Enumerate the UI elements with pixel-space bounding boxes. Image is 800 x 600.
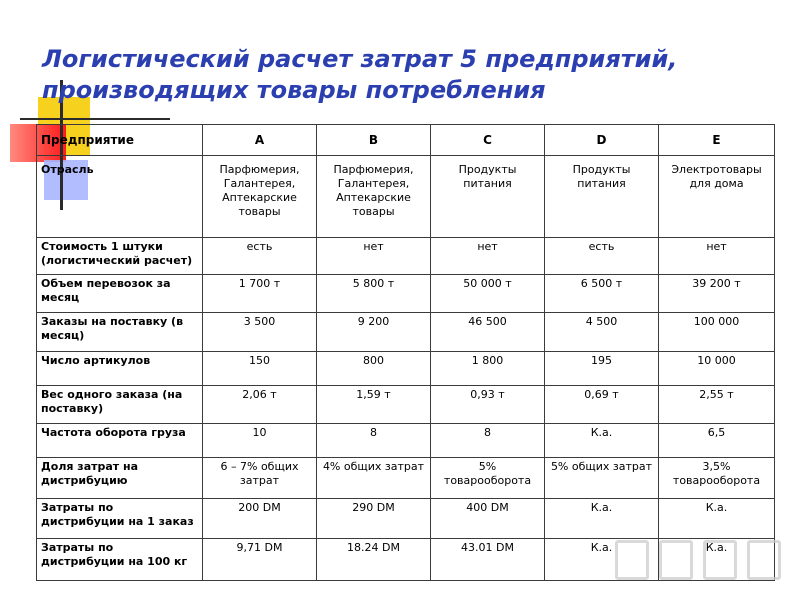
table-cell: 43.01 DM — [431, 539, 545, 581]
table-cell: К.а. — [659, 539, 775, 581]
table-cell: Парфюмерия, Галантерея, Аптекарские товары — [203, 156, 317, 238]
table-cell: 0,93 т — [431, 386, 545, 424]
table-row — [37, 458, 775, 499]
table-cell: нет — [431, 238, 545, 275]
table-cell: 200 DM — [203, 499, 317, 539]
header-cell-d: D — [545, 125, 659, 156]
table-row — [37, 424, 775, 458]
table-cell: 2,06 т — [203, 386, 317, 424]
watermark-glyph — [747, 540, 781, 580]
watermark-glyph — [659, 540, 693, 580]
table-cell: Продукты питания — [545, 156, 659, 238]
table-cell: 8 — [317, 424, 431, 458]
table-cell: есть — [545, 238, 659, 275]
row-label: Стоимость 1 штуки (логистический расчет) — [37, 238, 203, 275]
table-cell: 46 500 — [431, 313, 545, 352]
watermark-glyph — [703, 540, 737, 580]
row-label: Затраты по дистрибуции на 1 заказ — [37, 499, 203, 539]
table-cell: 6 500 т — [545, 275, 659, 313]
header-cell-b: B — [317, 125, 431, 156]
table-cell: 5% общих затрат — [545, 458, 659, 499]
table-cell: нет — [317, 238, 431, 275]
table-row — [37, 156, 775, 238]
table-cell: 6,5 — [659, 424, 775, 458]
table-cell: К.а. — [545, 539, 659, 581]
table-cell: 195 — [545, 352, 659, 386]
table-cell: 4 500 — [545, 313, 659, 352]
header-cell-c: C — [431, 125, 545, 156]
table-header-row — [37, 125, 775, 156]
table-cell: Продукты питания — [431, 156, 545, 238]
table-cell: 0,69 т — [545, 386, 659, 424]
table-cell: 9,71 DM — [203, 539, 317, 581]
table-cell: 18.24 DM — [317, 539, 431, 581]
row-label: Число артикулов — [37, 352, 203, 386]
table-cell: есть — [203, 238, 317, 275]
table-cell: 8 — [431, 424, 545, 458]
row-label: Отрасль — [37, 156, 203, 238]
table-cell: 10 000 — [659, 352, 775, 386]
table-cell: К.а. — [545, 499, 659, 539]
table-cell: Парфюмерия, Галантерея, Аптекарские товары — [317, 156, 431, 238]
table-cell: 5% товарооборота — [431, 458, 545, 499]
table-cell: 4% общих затрат — [317, 458, 431, 499]
table-row — [37, 238, 775, 275]
watermark-glyph — [615, 540, 649, 580]
row-label: Частота оборота груза — [37, 424, 203, 458]
table-row — [37, 313, 775, 352]
table-cell: 50 000 т — [431, 275, 545, 313]
table-cell: 100 000 — [659, 313, 775, 352]
page-title: Логистический расчет затрат 5 предприятий, производящих товары потребления — [42, 45, 678, 104]
table-cell: нет — [659, 238, 775, 275]
table-cell: 39 200 т — [659, 275, 775, 313]
row-label: Доля затрат на дистрибуцию — [37, 458, 203, 499]
logistics-table — [36, 124, 775, 581]
table-cell: 290 DM — [317, 499, 431, 539]
table-cell: К.а. — [659, 499, 775, 539]
row-label: Объем перевозок за месяц — [37, 275, 203, 313]
table-cell: 150 — [203, 352, 317, 386]
table-row — [37, 275, 775, 313]
table-cell: 9 200 — [317, 313, 431, 352]
row-label: Заказы на поставку (в месяц) — [37, 313, 203, 352]
table-cell: К.а. — [545, 424, 659, 458]
table-cell: 3 500 — [203, 313, 317, 352]
table-cell: 800 — [317, 352, 431, 386]
watermark-logo — [615, 540, 781, 580]
row-label: Затраты по дистрибуции на 100 кг — [37, 539, 203, 581]
table-cell: 5 800 т — [317, 275, 431, 313]
table-cell: 400 DM — [431, 499, 545, 539]
decor-horizontal-line — [20, 118, 170, 120]
table-row — [37, 386, 775, 424]
header-cell-enterprise: Предприятие — [37, 125, 203, 156]
table-cell: 6 – 7% общих затрат — [203, 458, 317, 499]
table-row — [37, 499, 775, 539]
table-row — [37, 352, 775, 386]
table-cell: 1 700 т — [203, 275, 317, 313]
header-cell-a: A — [203, 125, 317, 156]
table-cell: 1,59 т — [317, 386, 431, 424]
table-cell: Электротовары для дома — [659, 156, 775, 238]
table-cell: 2,55 т — [659, 386, 775, 424]
header-cell-e: E — [659, 125, 775, 156]
table-cell: 10 — [203, 424, 317, 458]
table-cell: 1 800 — [431, 352, 545, 386]
table-cell: 3,5% товарооборота — [659, 458, 775, 499]
row-label: Вес одного заказа (на поставку) — [37, 386, 203, 424]
